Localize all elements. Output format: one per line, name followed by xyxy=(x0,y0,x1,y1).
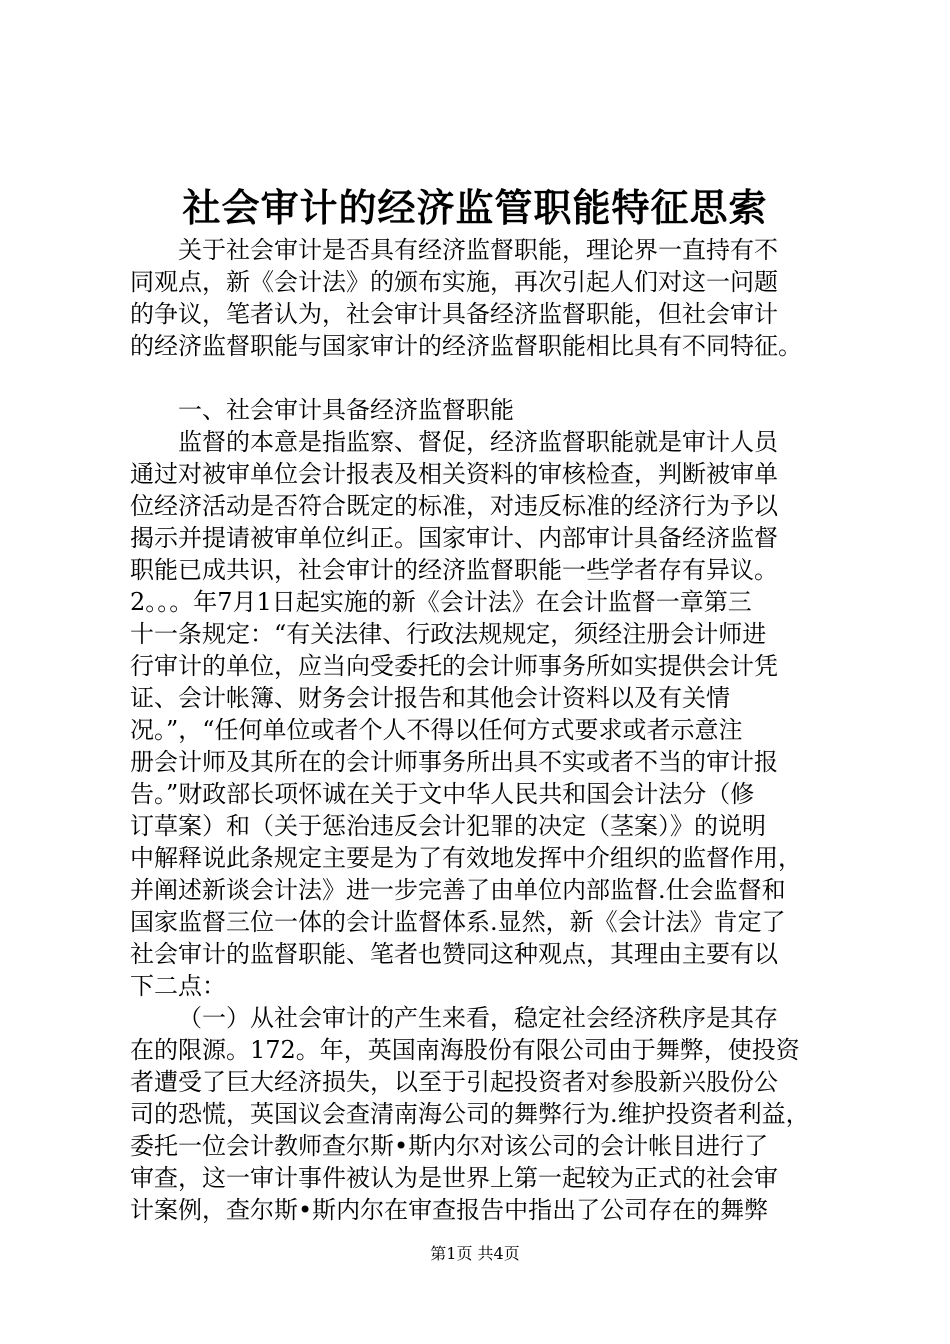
paragraph-line: 通过对被审单位会计报表及相关资料的审核检查，判断被审单 xyxy=(130,460,778,488)
paragraph-line: 计案例，查尔斯•斯内尔在审查报告中指出了公司存在的舞弊 xyxy=(130,1196,769,1224)
paragraph-line: 监督的本意是指监察、督促，经济监督职能就是审计人员 xyxy=(178,428,778,456)
document-title: 社会审计的经济监管职能特征思索 xyxy=(182,186,768,230)
paragraph-line: 行审计的单位，应当向受委托的会计师事务所如实提供会计凭 xyxy=(130,652,778,680)
paragraph-line: 的经济监督职能与国家审计的经济监督职能相比具有不同特征。 xyxy=(130,332,802,360)
paragraph-line: 订草案）和（关于惩治违反会计犯罪的决定（茎案）》的说明 xyxy=(130,812,766,840)
paragraph-line: 揭示并提请被审单位纠正。国家审计、内部审计具备经济监督 xyxy=(130,524,778,552)
paragraph-line: 同观点，新《会计法》的颁布实施，再次引起人们对这一问题 xyxy=(130,268,778,296)
paragraph-line: 证、会计帐簿、财务会计报告和其他会计资料以及有关情 xyxy=(130,684,730,712)
paragraph-line: 国家监督三位一体的会计监督体系.显然，新《会计法》肯定了 xyxy=(130,908,786,936)
paragraph-line: 社会审计的监督职能、笔者也赞同这种观点，其理由主要有以 xyxy=(130,940,778,968)
paragraph-line: 告。”财政部长项怀诚在关于文中华人民共和国会计法分（修 xyxy=(130,780,755,808)
paragraph-line: 者遭受了巨大经济损失，以至于引起投资者对参股新兴股份公 xyxy=(130,1068,778,1096)
paragraph-spacer xyxy=(130,362,830,394)
page-footer: 第1页 共4页 xyxy=(430,1244,520,1263)
paragraph-line: 况。”，“任何单位或者个人不得以任何方式要求或者示意注 xyxy=(130,716,743,744)
paragraph-line: 在的限源。172。年，英国南海股份有限公司由于舞弊，使投资 xyxy=(130,1036,800,1064)
paragraph-line: 下二点： xyxy=(130,972,226,1000)
paragraph-line: 职能已成共识，社会审计的经济监督职能一些学者存有异议。 xyxy=(130,556,778,584)
paragraph-line: 并阐述新谈会计法》进一步完善了由单位内部监督.仕会监督和 xyxy=(130,876,786,904)
paragraph-line: （一）从社会审计的产生来看，稳定社会经济秩序是其存 xyxy=(178,1004,778,1032)
paragraph-line: 审查，这一审计事件被认为是世界上第一起较为正式的社会审 xyxy=(130,1164,778,1192)
paragraph-line: 的争议，笔者认为，社会审计具备经济监督职能，但社会审计 xyxy=(130,300,778,328)
paragraph-line: 关于社会审计是否具有经济监督职能，理论界一直持有不 xyxy=(178,236,778,264)
paragraph-line: 2。。。年7月1日起实施的新《会计法》在会计监督一章第三 xyxy=(130,588,752,616)
paragraph-line: 十一条规定：“有关法律、行政法规规定，须经注册会计师进 xyxy=(130,620,767,648)
paragraph-line: 中解释说此条规定主要是为了有效地发挥中介组织的监督作用， xyxy=(130,844,802,872)
paragraph-line: 委托一位会计教师查尔斯•斯内尔对该公司的会计帐目进行了 xyxy=(130,1132,769,1160)
paragraph-line: 册会计师及其所在的会计师事务所出具不实或者不当的审计报 xyxy=(130,748,778,776)
document-body xyxy=(130,234,830,1226)
section-heading: 一、社会审计具备经济监督职能 xyxy=(178,396,514,424)
paragraph-line: 位经济活动是否符合既定的标准，对违反标准的经济行为予以 xyxy=(130,492,778,520)
paragraph-line: 司的恐慌，英国议会查清南海公司的舞弊行为.维护投资者利益， xyxy=(130,1100,810,1128)
